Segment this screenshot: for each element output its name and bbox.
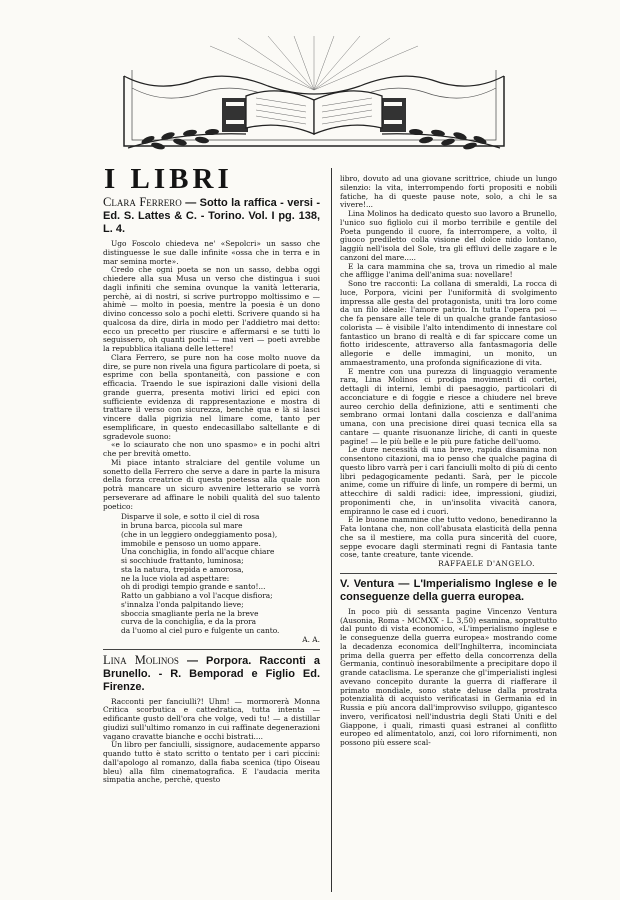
poem-line: sboccia smagliante perla ne la breve bbox=[121, 608, 259, 618]
poem-line: s'innalza l'onda palpitando lieve; bbox=[121, 599, 244, 609]
poem-line: curva de la conchiglia, e da la prora bbox=[121, 617, 257, 627]
open-book bbox=[246, 91, 382, 134]
poem-line: sta la natura, trepida e amorosa, bbox=[121, 564, 244, 574]
review-author: Lina Molinos bbox=[103, 652, 179, 667]
review-signature: RAFFAELE D'ANGELO. bbox=[438, 559, 535, 568]
sonnet bbox=[103, 513, 320, 636]
paragraph: Clara Ferrero, se pure non ha cose molto nuove da dire, se pure non rivela una figura particolare di poeta, si esprime con bella spontaneità, con passione e con efficacia. Traendo le sue ispirazioni dalle visioni della grande guerra, presenta motivi lirici ed epici con sufficiente evidenza di rappresentazione e mostra di trattare il verso con sicurezza, benchè qua e là si lasci vincere dalla pigrizia nel limare come, tanto per esemplificare, in questo endecasillabo saltellante e di sgradevole suono: bbox=[103, 352, 320, 441]
header-book-illustration bbox=[118, 36, 510, 154]
paragraph: libro, dovuto ad una giovane scrittrice, chiude un lungo silenzio: la vita, interrompendo forti propositi e nobili fatiche, ha di queste pause note, solo, a chi le sa vivere!... bbox=[340, 174, 557, 210]
review-author: V. Ventura bbox=[340, 577, 395, 590]
paragraph: Un libro per fanciulli, sissignore, audacemente apparso quando tutto è stato scritto o tentato per i cari piccini: dall'apologo al romanzo, dalla fiaba scenica (tipo Oiseau bleu) alla film cinematografica. E l'audacia merita simpatia anche, perchè, questo bbox=[103, 740, 320, 785]
divider bbox=[340, 573, 557, 574]
review-molinos-heading bbox=[103, 654, 320, 694]
poem-line: in bruna barca, piccola sul mare bbox=[121, 521, 243, 530]
paragraph: Credo che ogni poeta se non un sasso, debba oggi chiedere alla sua Musa un verso che distingua i suoi dagli infiniti che semina ovunque la vanità letteraria, perchè, ai di nostri, si scrive purtroppo moltissimo e — ahimè — molto in poesia, mentre la poesia è un dono divino concesso solo a pochi eletti. Scrivere quando si ha qualcosa da dire, dirla in modo per l'addietro mai detto: ecco un precetto per riuscire e affermarsi e se tutti lo seguissero, oh quanti pochi — mai veri — poeti avrebbe la repubblica italiana delle lettere! bbox=[103, 265, 320, 353]
poem-line: Disparve il sole, e sotto il ciel di rosa bbox=[121, 512, 260, 522]
poem-line: immobile e pensoso un uomo appare. bbox=[121, 538, 261, 548]
paragraph: Lina Molinos ha dedicato questo suo lavoro a Brunello, l'unico suo figliolo cui il morbo terribile e gentile del Poeta pungendo il cuore, fa interrompere, a volto, il giuoco prediletto colla visione del dolce nido lontano, laggiù nell'isola del Sole, tra gli effluvi delle zagare e le canzoni del mare..... bbox=[340, 209, 557, 262]
paragraph: Sono tre racconti: La collana di smeraldi, La rocca di luce, Porpora, vicini per l'uniformità di svolgimento impressa alle gesta del protagonista, uniti tra loro come da un filo ideale: l'amore patrio. In tutta l'opera poi — che fa pensare alle tele di un qualche grande fantasioso colorista — è visibile l'alto intendimento di innestare col fantastico un brano di realtà e di far spiccare come un fiotto iridescente, attraverso alla fantasmagoria delle allegorie e delle immagini, un monito, un ammaestramento, una profonda significazione di vita. bbox=[340, 279, 557, 367]
left-column bbox=[103, 196, 320, 785]
review-title: — L'Imperialismo Inglese e le conseguenze della guerra europea. bbox=[340, 577, 557, 603]
paragraph: Mi piace intanto stralciare del gentile volume un sonetto della Ferrero che serve a dare in parte la misura della forza creatrice di questa poetessa alla quale non potrà mancare un sicuro avvenire letterario se vorrà perseverare ad affinare le nobili qualità del suo talento poetico: bbox=[103, 457, 320, 511]
right-column bbox=[340, 175, 557, 748]
review-signature: A. A. bbox=[302, 634, 320, 644]
column-divider bbox=[331, 168, 332, 892]
review-author: Clara Ferrero bbox=[103, 195, 182, 209]
poem-line: Ratto un gabbiano a vol l'acque disfiora; bbox=[121, 591, 273, 600]
section-title: I LIBRI bbox=[104, 163, 233, 195]
paragraph: Racconti per fanciulli?! Uhm! — mormorerà Monna Critica scorbutica e cattedratica, tutta intenta — edificante gusto dell'ora che volge, vedi tu! — a distillar giudizi sull'ultimo romanzo in cui raffinate degenerazioni vagano cravatte bianche e occhi bistrati.... bbox=[103, 696, 320, 741]
poem-line: (che in un leggiero ondeggiamento posa), bbox=[121, 529, 278, 539]
paragraph: Ugo Foscolo chiedeva ne' «Sepolcri» un sasso che distinguesse le sue dalle infinite «ossa che in terra e in mar semina morte». bbox=[103, 239, 320, 266]
poem-line: ne la luce viola ad aspettare: bbox=[121, 573, 230, 583]
paragraph: «e lo sciaurato che non uno spasmo» e in pochi altri che per brevità ometto. bbox=[103, 440, 320, 458]
poem-line: da l'uomo al ciel puro e fulgente un canto. bbox=[121, 626, 280, 635]
paragraph: Le dure necessità di una breve, rapida disamina non consentono citazioni, ma io penso che qualche pagina di questo libro varrà per i cari fanciulli molto di più di cento libri pedagogicamente pedanti. Sarà, per le piccole anime, come un riffuire di linfe, un rompere di bermi, un attecchire di saldi radici: idee, impressioni, giudizi, proponimenti che, in un'insolita vivacità canora, empiranno le case ed i cuori. bbox=[340, 445, 557, 516]
poem-line: Una conchiglia, in fondo all'acque chiare bbox=[121, 547, 275, 557]
review-title: — Sotto la raffica - versi - Ed. S. Lattes & C. - Torino. Vol. I pg. 138, L. 4. bbox=[103, 197, 320, 235]
book-stack-left bbox=[222, 98, 248, 132]
paragraph: E la cara mammina che sa, trova un rimedio al male che affligge l'anima dell'anima sua: novellare! bbox=[340, 261, 557, 280]
paragraph: E mentre con una purezza di linguaggio veramente rara, Lina Molinos ci prodiga movimenti di cortei, dettagli di interni, lembi di paesaggio, particolari di acconciature e di foggie e riesce a chiudere nel breve aureo cerchio della definizione, atti e sentimenti che sembrano ormai lontani dalla coscienza e dall'anima umana, con una precisione direi quasi tecnica ella sa cantare — quante risuonanze liriche, di canti in queste pagine! — le più belle e le più pure fatiche dell'uomo. bbox=[340, 366, 557, 446]
paragraph: E le buone mammine che tutto vedono, benediranno la Fata lontana che, non coll'abusata elasticità della penna che sa il mestiere, ma colla pura sincerità del cuore, seppe evocare dagli sterminati regni di Fantasia tante cose, tante creature, tante vicende. bbox=[340, 515, 557, 560]
poem-line: oh di prodigi tempio grande e santo!... bbox=[121, 582, 266, 592]
review-ferrero-heading bbox=[103, 196, 320, 236]
book-stack-right bbox=[380, 98, 406, 132]
review-title: — Porpora. Racconti a Brunello. - R. Bemporad e Figlio Ed. Firenze. bbox=[103, 654, 320, 693]
review-ventura-heading bbox=[340, 578, 557, 604]
paragraph: In poco più di sessanta pagine Vincenzo Ventura (Ausonia, Roma - MCMXX - L. 3,50) esamina, soprattutto dal punto di vista economico, «L'imperialismo inglese e le conseguenze della guerra europea» mostrando come la decadenza economica dell'Inghilterra, incominciata prima della guerra per effetto della concorrenza della Germania, continuò inesorabilmente a precipitare dopo il grande cataclisma. Le speranze che gl'imperialisti inglesi avevano concepito durante la guerra di riafferare il primato mondiale, sono state deluse dalla prostrata potenzialità di acquisto verificatasi in Germania ed in Russia e più ancora dall'improvviso sviluppo, gigantesco invero, verificatosi nell'industria degli Stati Uniti e del Giappone, i quali, rimasti quasi estranei al conflitto europeo ed alimentatolo, anzi, coi loro rifornimenti, non possono più essere scal- bbox=[340, 606, 557, 747]
divider bbox=[103, 649, 320, 650]
poem-line: si socchiude frattanto, luminosa; bbox=[121, 556, 244, 565]
